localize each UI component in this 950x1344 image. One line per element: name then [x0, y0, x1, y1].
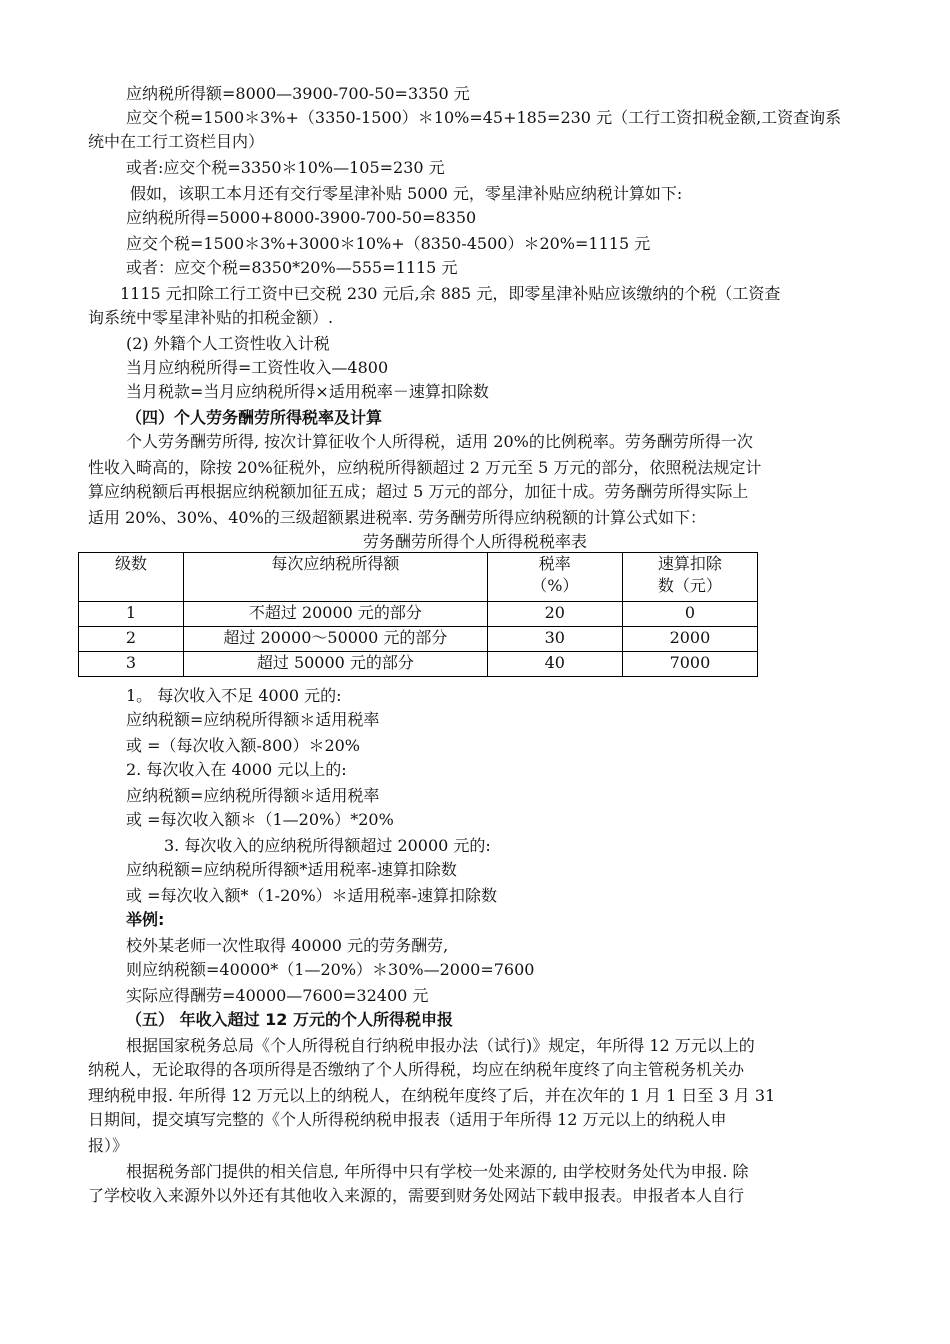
header-deduction-line2: 数（元） — [657, 576, 722, 595]
text-line: (2) 外籍个人工资性收入计税 — [126, 334, 330, 353]
table-row — [79, 602, 758, 627]
table-title: 劳务酬劳所得个人所得税税率表 — [362, 532, 587, 551]
table-row — [79, 627, 758, 652]
text-line: 1115 元扣除工行工资中已交税 230 元后,余 885 元，即零星津补贴应该缴纳的个税（工资查 — [120, 284, 781, 303]
cell-income: 超过 50000 元的部分 — [184, 652, 488, 677]
text-line: 询系统中零星津补贴的扣税金额）. — [88, 308, 334, 327]
paragraph-line: 日期间，提交填写完整的《个人所得税纳税申报表（适用于年所得 12 万元以上的纳税人申 — [88, 1110, 727, 1129]
header-rate — [487, 553, 622, 602]
text-line: 应纳税所得额=8000—3900-700-50=3350 元 — [126, 84, 470, 103]
paragraph-line: 理纳税申报. 年所得 12 万元以上的纳税人，在纳税年度终了后，并在次年的 1 月 1 日至 3 月 31 — [88, 1086, 776, 1105]
example-line: 校外某老师一次性取得 40000 元的劳务酬劳, — [126, 936, 449, 955]
formula-line: 1。 每次收入不足 4000 元的: — [126, 686, 342, 705]
header-income: 每次应纳税所得额 — [184, 553, 488, 602]
formula-line: 或 =每次收入额＊（1—20%）*20% — [126, 810, 394, 829]
paragraph-line: 适用 20%、30%、40%的三级超额累进税率. 劳务酬劳所得应纳税额的计算公式如下： — [88, 508, 706, 527]
text-line: 应交个税=1500＊3%+3000＊10%+（8350-4500）＊20%=1115 元 — [126, 234, 651, 253]
formula-line: 应纳税额=应纳税所得额＊适用税率 — [126, 786, 380, 805]
section-heading: （四）个人劳务酬劳所得税率及计算 — [126, 408, 383, 427]
cell-deduction: 2000 — [622, 627, 757, 652]
header-deduction — [622, 553, 757, 602]
text-line: 应纳税所得=5000+8000-3900-700-50=8350 — [126, 208, 477, 227]
header-deduction-line1: 速算扣除 — [657, 554, 722, 573]
example-line: 则应纳税额=40000*（1—20%）＊30%—2000=7600 — [126, 960, 535, 979]
text-line: 假如，该职工本月还有交行零星津补贴 5000 元，零星津补贴应纳税计算如下: — [130, 184, 683, 203]
cell-level: 1 — [79, 602, 184, 627]
text-line: 或者:应交个税=3350＊10%—105=230 元 — [126, 158, 445, 177]
cell-deduction: 7000 — [622, 652, 757, 677]
table-row — [79, 652, 758, 677]
cell-rate: 40 — [487, 652, 622, 677]
cell-rate: 30 — [487, 627, 622, 652]
cell-deduction: 0 — [622, 602, 757, 627]
header-rate-line2: （%） — [531, 576, 579, 595]
header-rate-line1: 税率 — [538, 554, 571, 573]
formula-line: 应纳税额=应纳税所得额＊适用税率 — [126, 710, 380, 729]
text-line: 应交个税=1500＊3%+（3350-1500）＊10%=45+185=230 元（工行工资扣税金额,工资查询系 — [126, 108, 842, 127]
table-header-row — [79, 553, 758, 602]
paragraph-line: 算应纳税额后再根据应纳税额加征五成；超过 5 万元的部分，加征十成。劳务酬劳所得实际上 — [88, 482, 749, 501]
formula-line: 或 =每次收入额*（1-20%）＊适用税率-速算扣除数 — [126, 886, 498, 905]
formula-line: 或 =（每次收入额-800）＊20% — [126, 736, 361, 755]
cell-income: 不超过 20000 元的部分 — [184, 602, 488, 627]
formula-line: 2. 每次收入在 4000 元以上的: — [126, 760, 347, 779]
paragraph-line: 个人劳务酬劳所得, 按次计算征收个人所得税，适用 20%的比例税率。劳务酬劳所得一次 — [126, 432, 753, 451]
section-heading: （五） 年收入超过 12 万元的个人所得税申报 — [126, 1010, 453, 1029]
formula-line: 3. 每次收入的应纳税所得额超过 20000 元的: — [164, 836, 491, 855]
paragraph-line: 纳税人，无论取得的各项所得是否缴纳了个人所得税，均应在纳税年度终了向主管税务机关办 — [88, 1060, 745, 1079]
paragraph-line: 了学校收入来源外以外还有其他收入来源的，需要到财务处网站下载申报表。申报者本人自行 — [88, 1186, 745, 1205]
paragraph-line: 根据国家税务总局《个人所得税自行纳税申报办法（试行)》规定，年所得 12 万元以上的 — [126, 1036, 755, 1055]
example-label: 举例: — [126, 910, 165, 929]
paragraph-line: 性收入畸高的，除按 20%征税外，应纳税所得额超过 2 万元至 5 万元的部分，依照税法规定计 — [88, 458, 762, 477]
cell-rate: 20 — [487, 602, 622, 627]
paragraph-line: 报）》 — [88, 1136, 129, 1155]
tax-rate-table — [78, 552, 758, 677]
text-line: 当月税款=当月应纳税所得×适用税率－速算扣除数 — [126, 382, 489, 401]
header-level: 级数 — [79, 553, 184, 602]
text-line: 或者：应交个税=8350*20%—555=1115 元 — [126, 258, 458, 277]
text-line: 统中在工行工资栏目内） — [88, 132, 265, 151]
paragraph-line: 根据税务部门提供的相关信息, 年所得中只有学校一处来源的, 由学校财务处代为申报. 除 — [126, 1162, 749, 1181]
cell-level: 3 — [79, 652, 184, 677]
cell-income: 超过 20000～50000 元的部分 — [184, 627, 488, 652]
example-line: 实际应得酬劳=40000—7600=32400 元 — [126, 986, 429, 1005]
cell-level: 2 — [79, 627, 184, 652]
formula-line: 应纳税额=应纳税所得额*适用税率-速算扣除数 — [126, 860, 457, 879]
text-line: 当月应纳税所得=工资性收入—4800 — [126, 358, 389, 377]
